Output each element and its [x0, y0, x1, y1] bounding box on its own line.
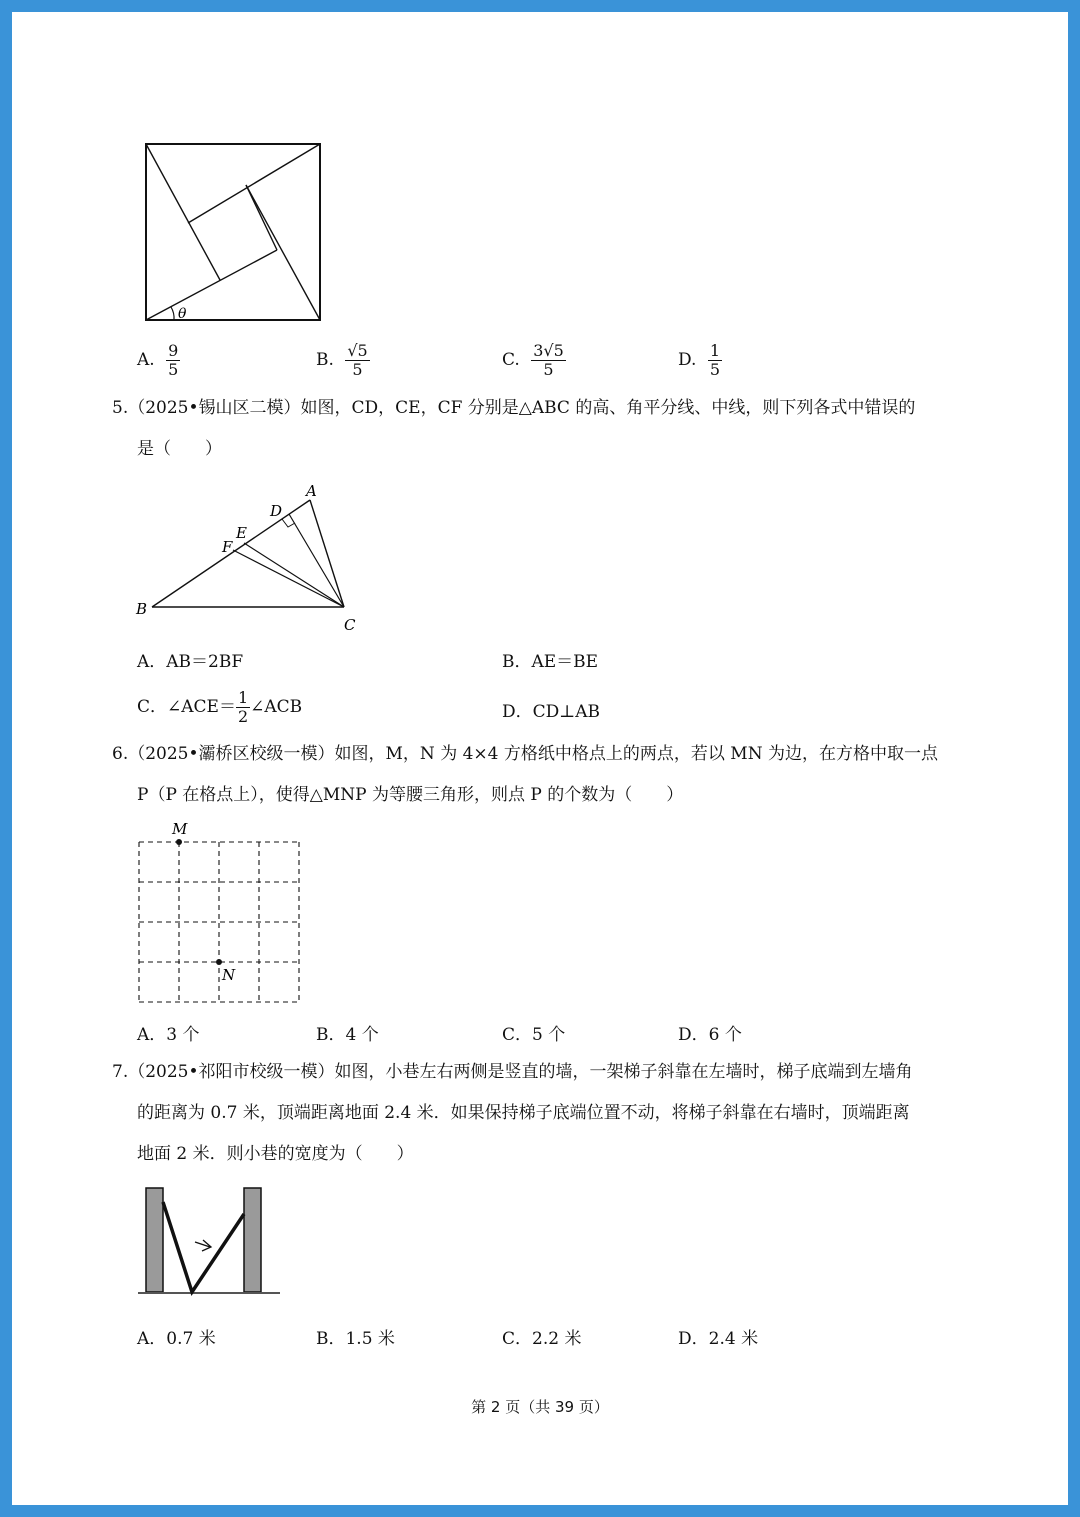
q4-option-a[interactable]: A. $\frac{9}{5}$	[137, 341, 179, 379]
label-M: M	[172, 820, 188, 838]
q7-question-line2: 的距离为 0.7 米，顶端距离地面 2.4 米．如果保持梯子底端位置不动，将梯子斜靠在右墙时，顶端距离	[137, 1103, 910, 1123]
q5-question-line1: 5.（2025•锡山区二模）如图，CD，CE，CF 分别是△ABC 的高、角平分线、中线，则下列各式中错误的	[112, 398, 916, 418]
q6-option-b[interactable]: B．4 个	[316, 1025, 379, 1045]
segment-AC	[310, 500, 344, 607]
segment	[146, 250, 277, 320]
label-C: C	[344, 616, 356, 634]
label-E: E	[236, 524, 247, 542]
label-N: N	[222, 966, 236, 984]
q7-option-a[interactable]: A．0.7 米	[137, 1329, 216, 1349]
q7-option-d[interactable]: D．2.4 米	[678, 1329, 759, 1349]
label-F: F	[222, 538, 233, 556]
q5-option-c[interactable]: C．∠ACE＝ $\frac{1}{2}$ ∠ACB	[137, 688, 303, 726]
q5-option-b[interactable]: B．AE＝BE	[502, 652, 599, 672]
q4-option-d[interactable]: D. $\frac{1}{5}$	[678, 341, 721, 379]
label-D: D	[270, 502, 283, 520]
q6-option-a[interactable]: A．3 个	[137, 1025, 200, 1045]
label-A: A	[306, 482, 317, 500]
segment	[246, 185, 277, 250]
q6-question-line1: 6.（2025•灞桥区校级一模）如图，M，N 为 4×4 方格纸中格点上的两点，若以 MN 为边，在方格中取一点	[112, 744, 938, 764]
q6-question-line2: P（P 在格点上），使得△MNP 为等腰三角形，则点 P 的个数为（ ）	[137, 785, 684, 805]
left-wall	[146, 1188, 163, 1292]
segment	[246, 185, 320, 320]
q7-question-line3: 地面 2 米．则小巷的宽度为（ ）	[137, 1144, 414, 1164]
q5-question-line2: 是（ ）	[137, 439, 222, 459]
point-M	[176, 839, 182, 845]
q4-figure	[140, 140, 330, 330]
q5-figure	[132, 480, 372, 640]
right-wall	[244, 1188, 261, 1292]
q5-option-a[interactable]: A．AB＝2BF	[137, 652, 244, 672]
document-page	[12, 12, 1068, 1505]
q5-option-d[interactable]: D．CD⊥AB	[502, 702, 601, 722]
q6-option-c[interactable]: C．5 个	[502, 1025, 566, 1045]
q4-option-b[interactable]: B. $\frac{√5}{5}$	[316, 341, 368, 379]
q7-option-b[interactable]: B．1.5 米	[316, 1329, 395, 1349]
label-B: B	[136, 600, 148, 618]
segment	[146, 144, 220, 280]
page-footer: 第 2 页（共 39 页）	[471, 1398, 609, 1416]
outer-square	[146, 144, 320, 320]
point-N	[216, 959, 222, 965]
ladder	[163, 1202, 244, 1292]
q7-alley-figure	[136, 1184, 282, 1298]
theta-arc	[171, 307, 174, 320]
segment-CE	[244, 543, 344, 607]
theta-label: θ	[178, 306, 187, 322]
q4-option-c[interactable]: C. $\frac{3√5}{5}$	[502, 341, 564, 379]
q6-grid-figure	[134, 818, 304, 1004]
q7-option-c[interactable]: C．2.2 米	[502, 1329, 582, 1349]
q7-question-line1: 7.（2025•祁阳市校级一模）如图，小巷左右两侧是竖直的墙，一架梯子斜靠在左墙时，梯子底端到左墙角	[112, 1062, 913, 1082]
segment	[188, 144, 320, 223]
q6-option-d[interactable]: D．6 个	[678, 1025, 742, 1045]
